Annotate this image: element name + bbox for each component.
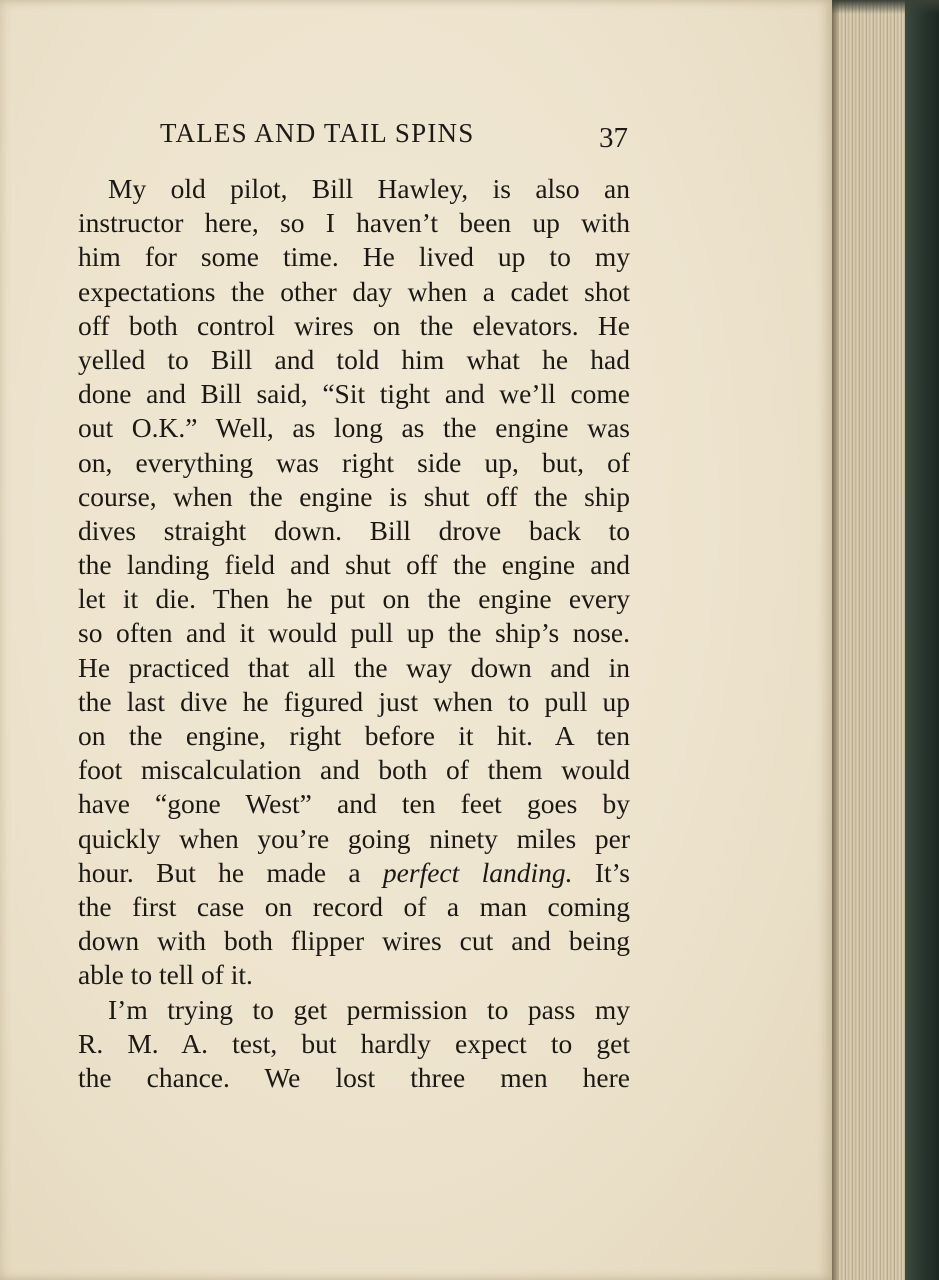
text-line: down with both flipper wires cut and being [78, 925, 630, 957]
text-line: the chance. We lost three men here [78, 1061, 630, 1093]
text-line: yelled to Bill and told him what he had [78, 343, 630, 375]
text-line: He practiced that all the way down and in [78, 651, 630, 683]
text-line: let it die. Then he put on the engine every [78, 583, 630, 615]
text-line: him for some time. He lived up to my [78, 241, 630, 273]
text-line: I’m trying to get permission to pass my [108, 993, 630, 1025]
text-line: R. M. A. test, but hardly expect to get [78, 1027, 630, 1059]
italic-phrase: perfect landing. [382, 856, 573, 888]
text-line: foot miscalculation and both of them would [78, 754, 630, 786]
text-line-with-italic [78, 856, 630, 890]
text-line: the landing field and shut off the engine and [78, 549, 630, 581]
book-cover-edge [905, 0, 939, 1280]
text-line: off both control wires on the elevators. He [78, 309, 630, 341]
text-line: on the engine, right before it hit. A ten [78, 720, 630, 751]
text-line: expectations the other day when a cadet shot [78, 275, 630, 307]
text-line: the last dive he figured just when to pull up [78, 685, 630, 717]
running-head-title: TALES AND TAIL SPINS [160, 118, 475, 148]
page-edges [832, 0, 912, 1280]
text-line: My old pilot, Bill Hawley, is also an [108, 173, 630, 204]
text-line: instructor here, so I haven’t been up with [78, 207, 630, 239]
text-run: It’s [572, 856, 631, 888]
page-number: 37 [599, 122, 628, 154]
text-line: done and Bill said, “Sit tight and we’ll come [78, 378, 630, 410]
text-run: hour. But he made a [78, 856, 383, 888]
text-line: course, when the engine is shut off the ship [78, 480, 630, 512]
text-line: have “gone West” and ten feet goes by [78, 788, 630, 820]
text-line: dives straight down. Bill drove back to [78, 514, 630, 546]
body-text [78, 172, 630, 1095]
text-line: on, everything was right side up, but, of [78, 446, 630, 478]
text-line: out O.K.” Well, as long as the engine was [78, 412, 630, 444]
text-line: quickly when you’re going ninety miles per [78, 822, 630, 854]
text-line: able to tell of it. [78, 959, 253, 991]
text-line: so often and it would pull up the ship’s nose. [78, 617, 630, 649]
scan-shadow [832, 0, 939, 14]
text-line: the first case on record of a man coming [78, 890, 630, 922]
running-head [160, 118, 640, 158]
